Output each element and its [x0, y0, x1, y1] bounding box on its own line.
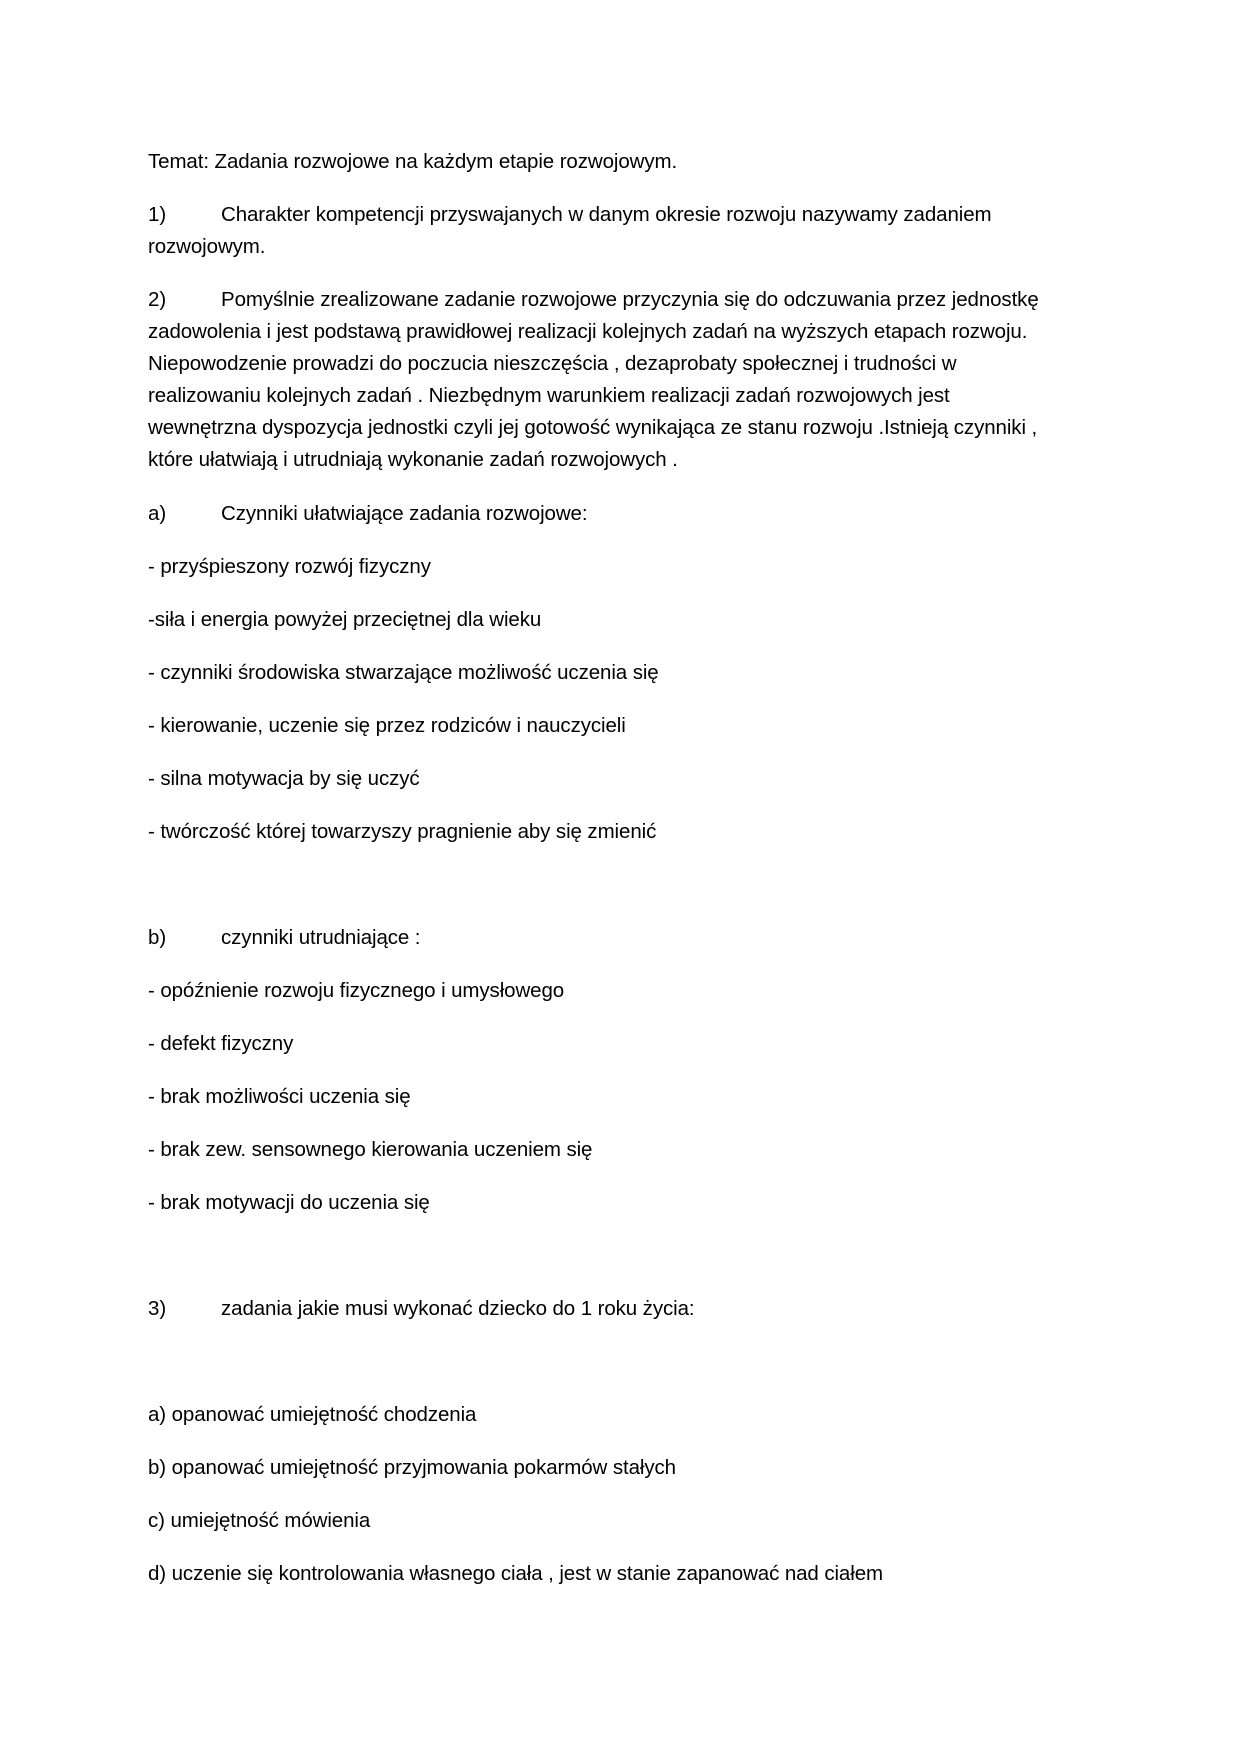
- list-item: - czynniki środowiska stwarzające możliwość uczenia się: [148, 661, 659, 684]
- list-item: - kierowanie, uczenie się przez rodziców i nauczycieli: [148, 714, 626, 737]
- point-3-heading: zadania jakie musi wykonać dziecko do 1 roku życia:: [221, 1297, 695, 1320]
- point-2-line-2: zadowolenia i jest podstawą prawidłowej realizacji kolejnych zadań na wyższych etapach rozwoju.: [148, 320, 1028, 343]
- point-1-marker: 1): [148, 203, 167, 226]
- list-item: - brak możliwości uczenia się: [148, 1085, 411, 1108]
- section-b-marker: b): [148, 926, 167, 949]
- section-a-marker: a): [148, 502, 167, 525]
- list-item: - opóźnienie rozwoju fizycznego i umysłowego: [148, 979, 565, 1002]
- list-item: b) opanować umiejętność przyjmowania pokarmów stałych: [148, 1456, 676, 1479]
- point-2-line-6: które ułatwiają i utrudniają wykonanie zadań rozwojowych .: [148, 448, 678, 471]
- document-title: Temat: Zadania rozwojowe na każdym etapie rozwojowym.: [148, 150, 678, 173]
- list-item: - silna motywacja by się uczyć: [148, 767, 420, 790]
- list-item: - brak motywacji do uczenia się: [148, 1191, 430, 1214]
- point-2-line-1: Pomyślnie zrealizowane zadanie rozwojowe przyczynia się do odczuwania przez jednostkę: [221, 288, 1039, 311]
- list-item: - twórczość której towarzyszy pragnienie aby się zmienić: [148, 820, 657, 843]
- list-item: -siła i energia powyżej przeciętnej dla wieku: [148, 608, 542, 631]
- list-item: c) umiejętność mówienia: [148, 1509, 371, 1532]
- point-1-line-2: rozwojowym.: [148, 235, 266, 258]
- list-item: d) uczenie się kontrolowania własnego ciała , jest w stanie zapanować nad ciałem: [148, 1562, 883, 1585]
- section-b-heading: czynniki utrudniające :: [221, 926, 421, 949]
- point-2-line-3: Niepowodzenie prowadzi do poczucia nieszczęścia , dezaprobaty społecznej i trudności w: [148, 352, 957, 375]
- list-item: - przyśpieszony rozwój fizyczny: [148, 555, 431, 578]
- point-2-marker: 2): [148, 288, 167, 311]
- list-item: a) opanować umiejętność chodzenia: [148, 1403, 477, 1426]
- point-3-marker: 3): [148, 1297, 167, 1320]
- point-2-line-4: realizowaniu kolejnych zadań . Niezbędnym warunkiem realizacji zadań rozwojowych jest: [148, 384, 950, 407]
- list-item: - brak zew. sensownego kierowania uczeniem się: [148, 1138, 593, 1161]
- point-2-line-5: wewnętrzna dyspozycja jednostki czyli jej gotowość wynikająca ze stanu rozwoju .Istnieją czynniki ,: [148, 416, 1038, 439]
- list-item: - defekt fizyczny: [148, 1032, 294, 1055]
- point-1-line-1: Charakter kompetencji przyswajanych w danym okresie rozwoju nazywamy zadaniem: [221, 203, 992, 226]
- section-a-heading: Czynniki ułatwiające zadania rozwojowe:: [221, 502, 588, 525]
